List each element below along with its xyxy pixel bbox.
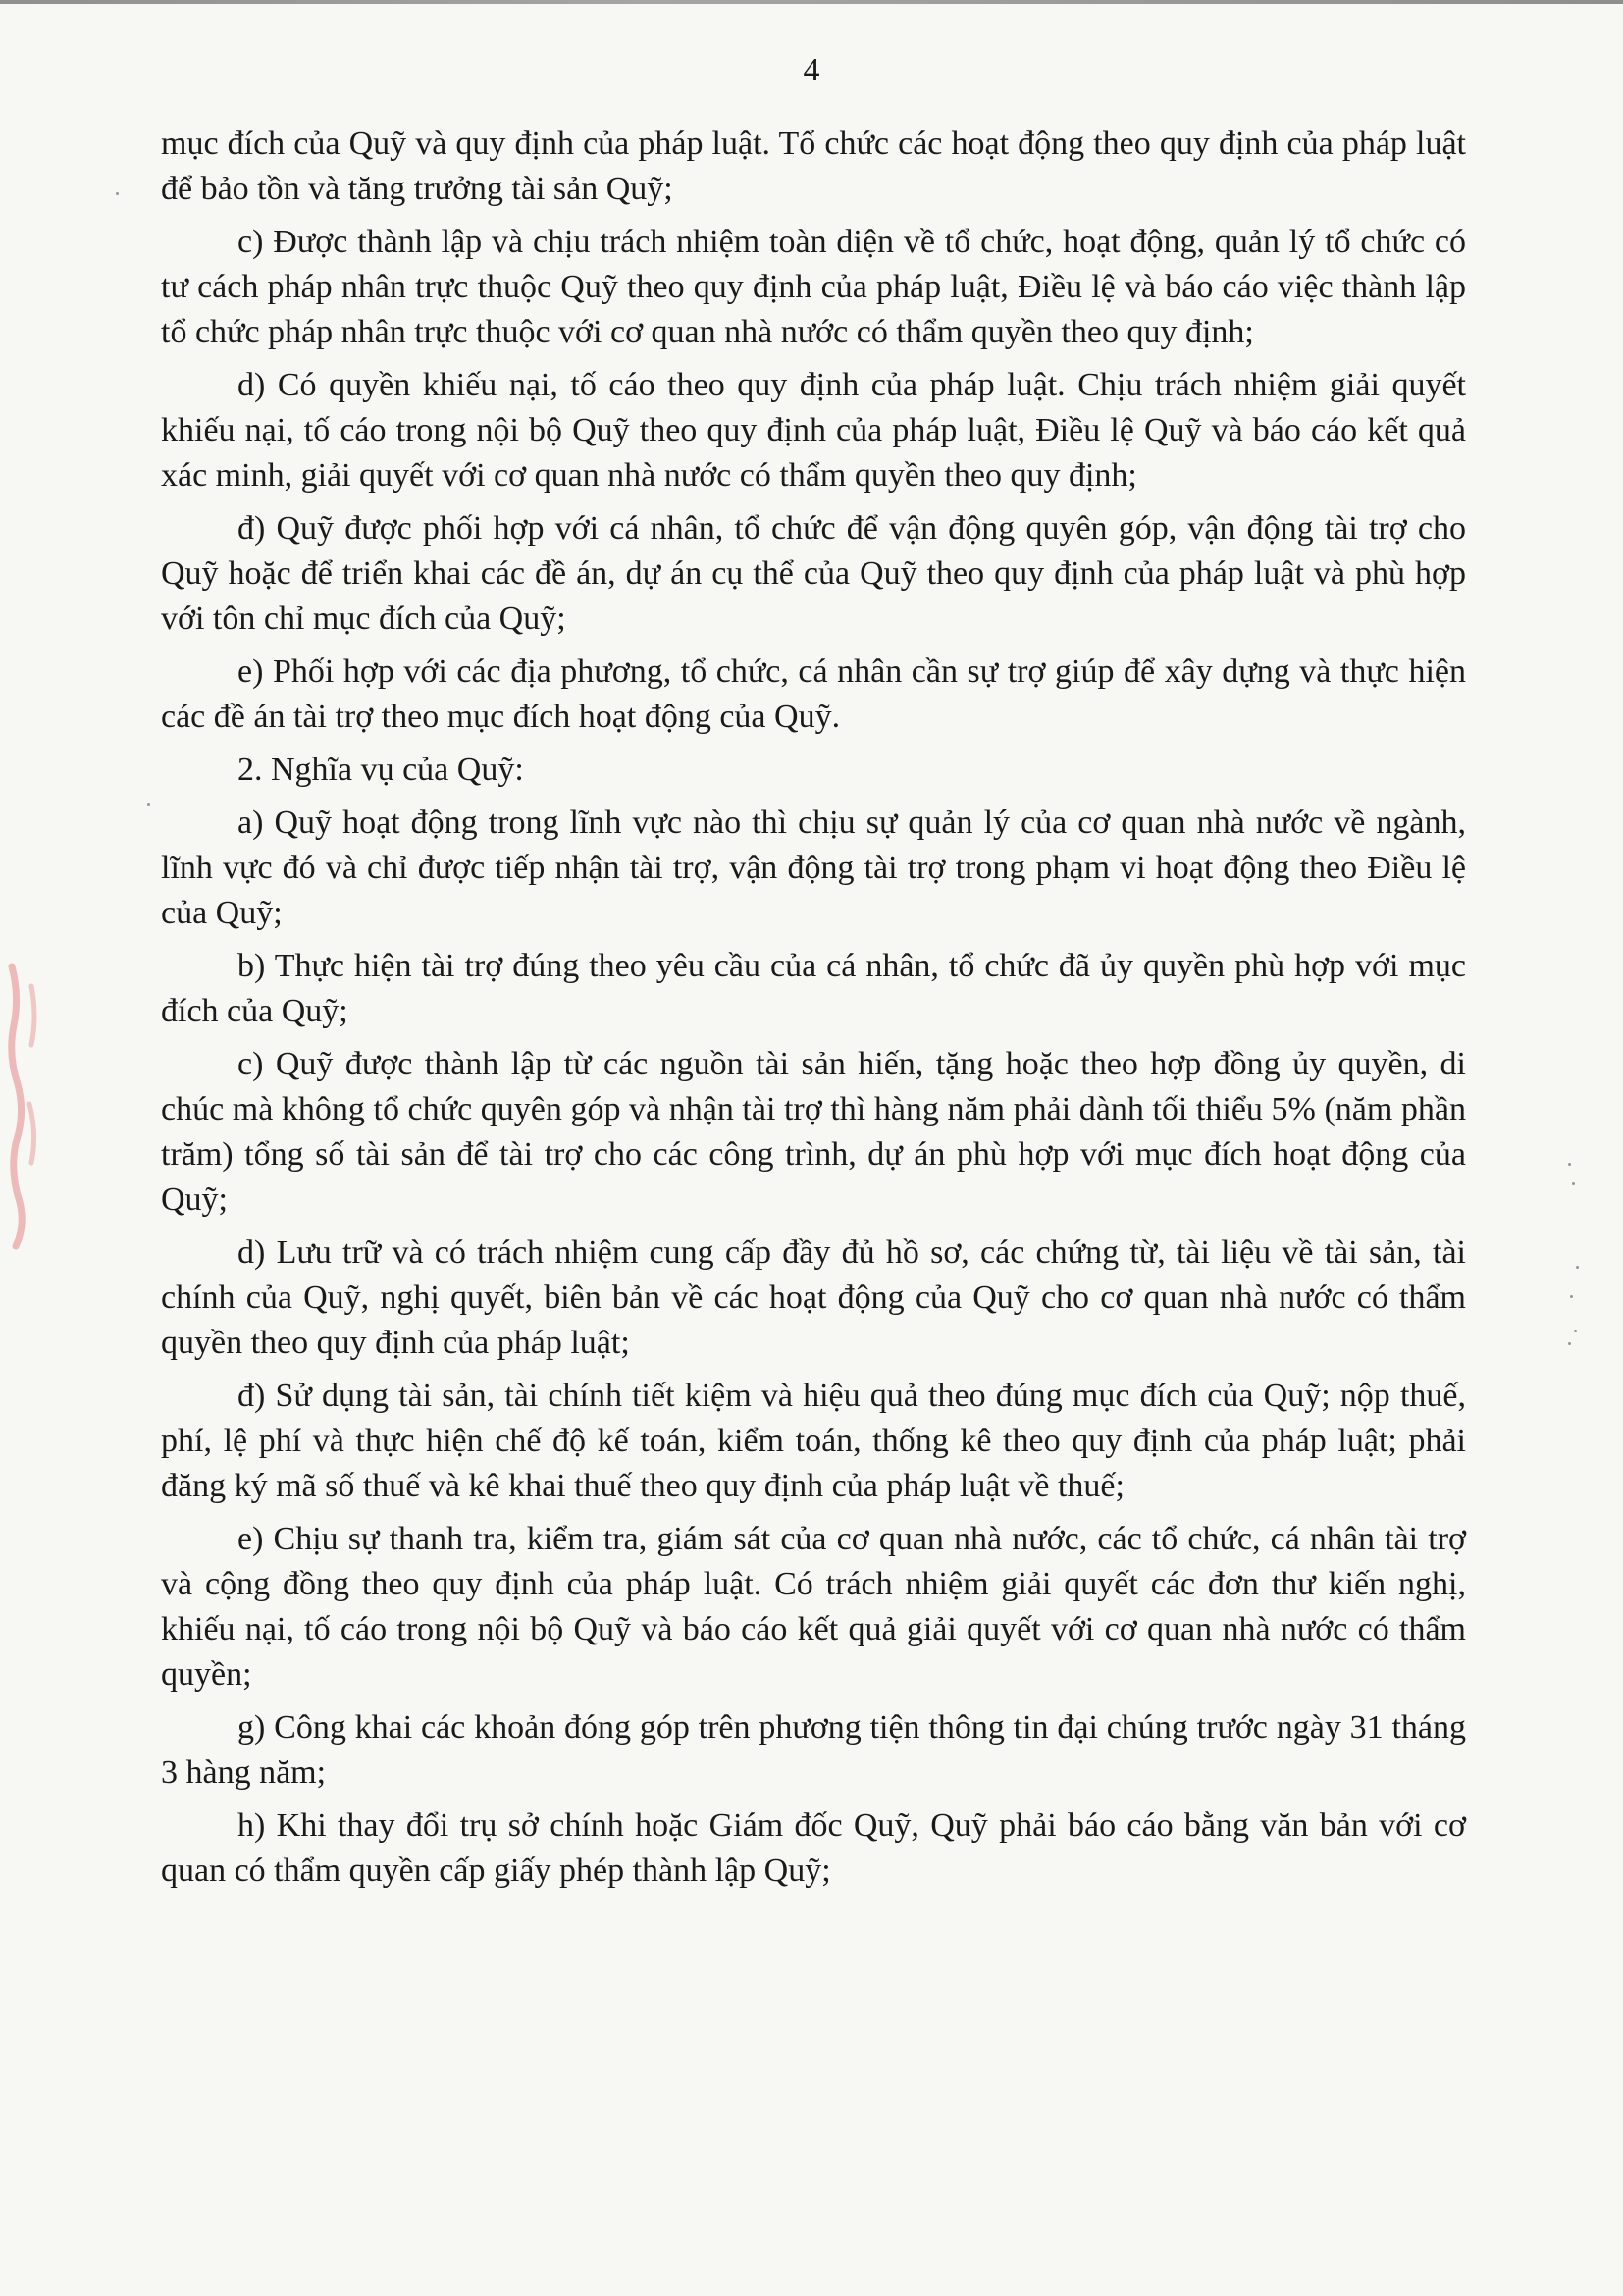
page-number: 4 bbox=[803, 52, 820, 88]
scan-speck bbox=[1572, 1182, 1575, 1185]
paragraph-e-right: e) Phối hợp với các địa phương, tổ chức, cá nhân cần sự trợ giúp để xây dựng và thực hiện các đề án tài trợ theo mục đích hoạt động của Quỹ. bbox=[161, 653, 1466, 735]
paragraph-b-obligation: b) Thực hiện tài trợ đúng theo yêu cầu của cá nhân, tổ chức đã ủy quyền phù hợp với mục đích của Quỹ; bbox=[161, 948, 1466, 1029]
scan-top-edge bbox=[0, 0, 1623, 4]
paragraph-a-obligation: a) Quỹ hoạt động trong lĩnh vực nào thì chịu sự quản lý của cơ quan nhà nước về ngành, lĩnh vực đó và chỉ được tiếp nhận tài trợ, vận động tài trợ trong phạm vi hoạt động theo Điều lệ của Quỹ; bbox=[161, 805, 1466, 931]
scan-speck bbox=[147, 803, 150, 806]
paragraph-d-right: d) Có quyền khiếu nại, tố cáo theo quy định của pháp luật. Chịu trách nhiệm giải quyết khiếu nại, tố cáo trong nội bộ Quỹ theo quy định của pháp luật, Điều lệ Quỹ và báo cáo kết quả xác minh, giải quyết với cơ quan nhà nước có thẩm quyền theo quy định; bbox=[161, 367, 1466, 494]
scan-speck bbox=[1576, 1266, 1579, 1269]
paragraph-h-obligation: h) Khi thay đổi trụ sở chính hoặc Giám đốc Quỹ, Quỹ phải báo cáo bằng văn bản với cơ quan có thẩm quyền cấp giấy phép thành lập Quỹ; bbox=[161, 1807, 1466, 1889]
scan-speck bbox=[1568, 1342, 1571, 1345]
paragraph-e-obligation: e) Chịu sự thanh tra, kiểm tra, giám sát của cơ quan nhà nước, các tổ chức, cá nhân tài trợ và cộng đồng theo quy định của pháp luật. Có trách nhiệm giải quyết các đơn thư kiến nghị, khiếu nại, tố cáo trong nội bộ Quỹ và báo cáo kết quả giải quyết với cơ quan nhà nước có thẩm quyền; bbox=[161, 1521, 1466, 1693]
red-stamp-fragment bbox=[2, 957, 49, 1251]
document-body bbox=[161, 122, 1466, 1902]
paragraph-c-obligation: c) Quỹ được thành lập từ các nguồn tài sản hiến, tặng hoặc theo hợp đồng ủy quyền, di chúc mà không tổ chức quyên góp và nhận tài trợ thì hàng năm phải dành tối thiểu 5% (năm phần trăm) tổng số tài sản để tài trợ cho các công trình, dự án phù hợp với mục đích hoạt động của Quỹ; bbox=[161, 1046, 1466, 1218]
paragraph-continuation: mục đích của Quỹ và quy định của pháp luật. Tổ chức các hoạt động theo quy định của pháp luật để bảo tồn và tăng trưởng tài sản Quỹ; bbox=[161, 126, 1466, 207]
scan-speck bbox=[116, 192, 119, 195]
scan-speck bbox=[1568, 1163, 1571, 1166]
paragraph-c-right: c) Được thành lập và chịu trách nhiệm toàn diện về tổ chức, hoạt động, quản lý tổ chức có tư cách pháp nhân trực thuộc Quỹ theo quy định của pháp luật, Điều lệ và báo cáo việc thành lập tổ chức pháp nhân trực thuộc với cơ quan nhà nước có thẩm quyền theo quy định; bbox=[161, 224, 1466, 350]
paragraph-dd-obligation: đ) Sử dụng tài sản, tài chính tiết kiệm và hiệu quả theo đúng mục đích của Quỹ; nộp thuế, phí, lệ phí và thực hiện chế độ kế toán, kiểm toán, thống kê theo quy định của pháp luật; phải đăng ký mã số thuế và kê khai thuế theo quy định của pháp luật về thuế; bbox=[161, 1378, 1466, 1504]
paragraph-d-obligation: d) Lưu trữ và có trách nhiệm cung cấp đầy đủ hồ sơ, các chứng từ, tài liệu về tài sản, tài chính của Quỹ, nghị quyết, biên bản về các hoạt động của Quỹ cho cơ quan nhà nước có thẩm quyền theo quy định của pháp luật; bbox=[161, 1234, 1466, 1361]
paragraph-g-obligation: g) Công khai các khoản đóng góp trên phương tiện thông tin đại chúng trước ngày 31 tháng 3 hàng năm; bbox=[161, 1709, 1466, 1791]
paragraph-dd-right: đ) Quỹ được phối hợp với cá nhân, tổ chức để vận động quyên góp, vận động tài trợ cho Quỹ hoặc để triển khai các đề án, dự án cụ thể của Quỹ theo quy định của pháp luật và phù hợp với tôn chỉ mục đích của Quỹ; bbox=[161, 510, 1466, 637]
scan-speck bbox=[1570, 1295, 1573, 1298]
section-heading-obligations: 2. Nghĩa vụ của Quỹ: bbox=[237, 752, 524, 788]
scan-speck bbox=[1574, 1330, 1577, 1332]
